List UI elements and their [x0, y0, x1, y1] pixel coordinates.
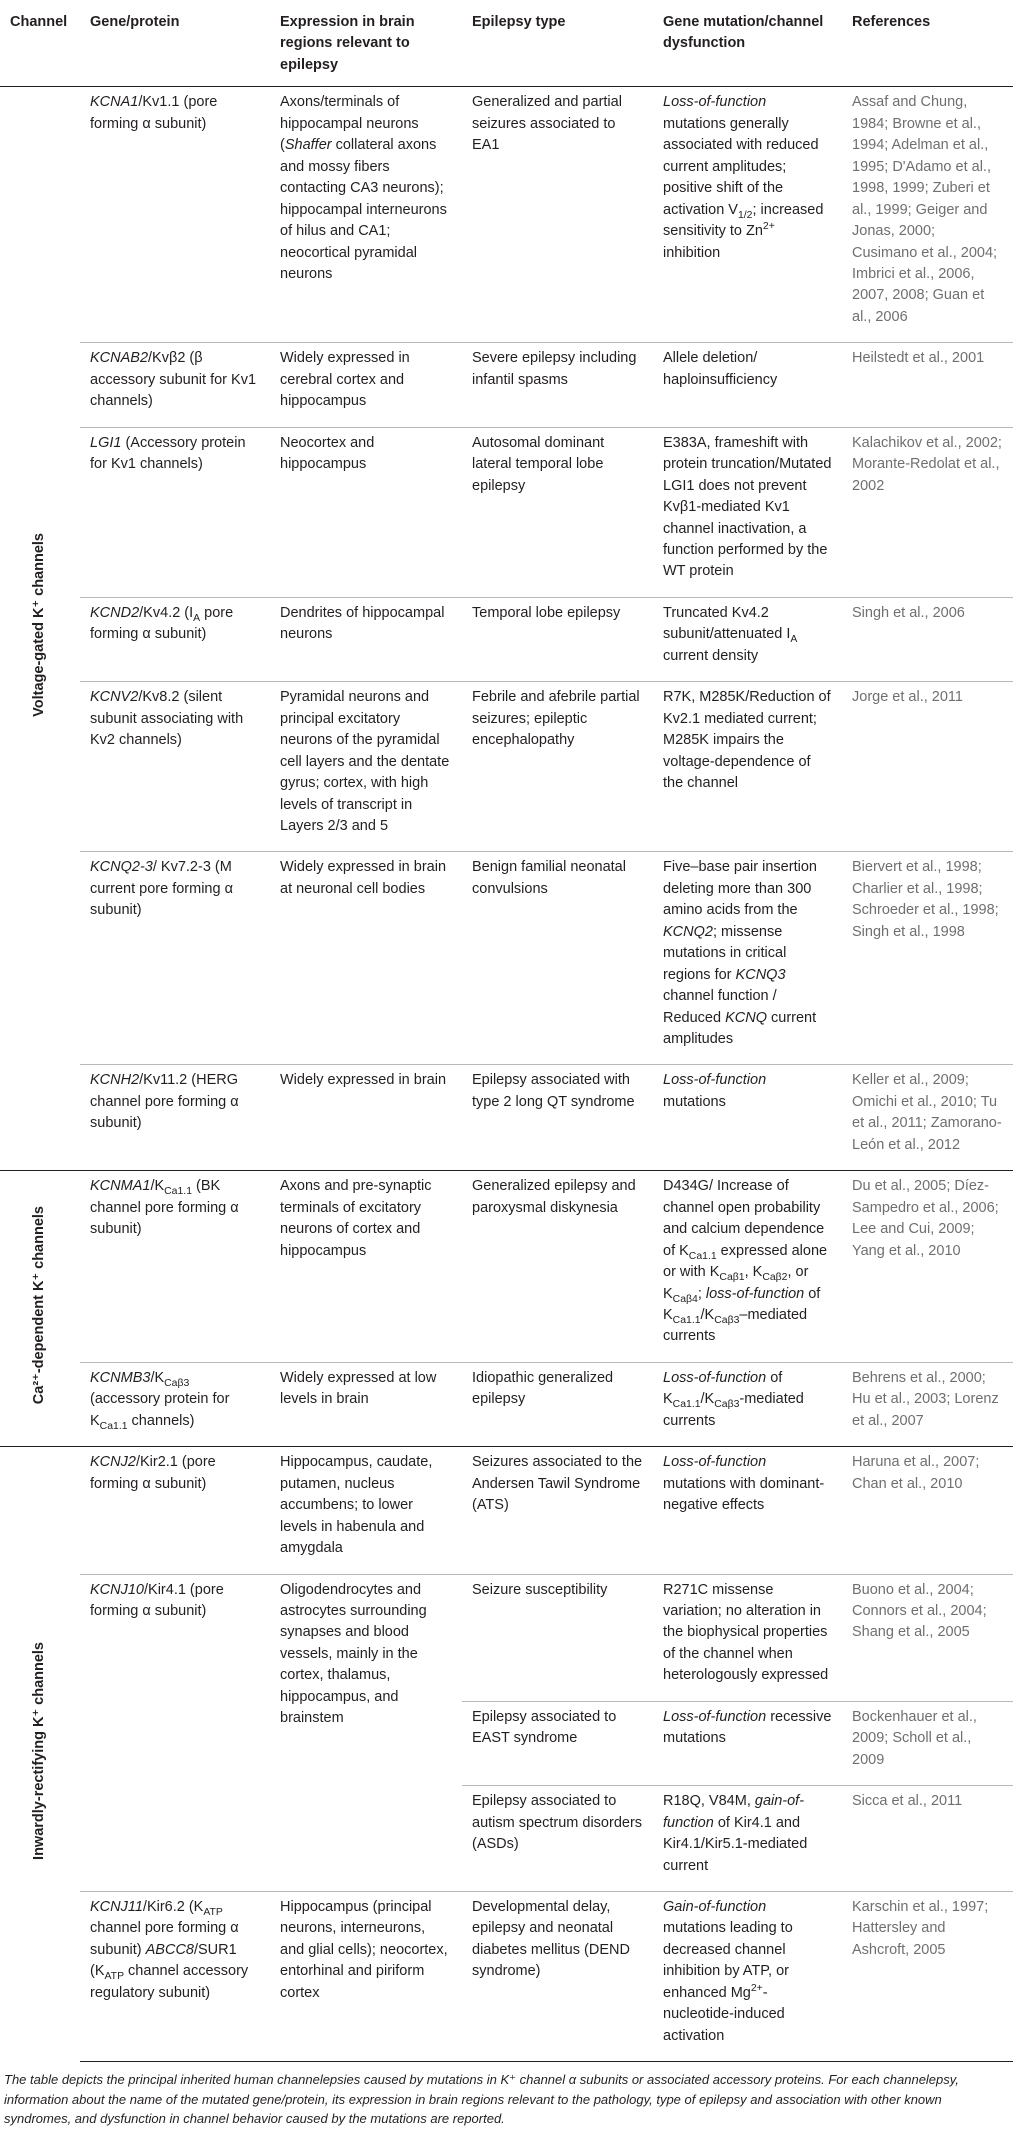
references-cell: Behrens et al., 2000; Hu et al., 2003; Lorenz et al., 2007: [842, 1362, 1013, 1446]
table-row: [0, 597, 1013, 681]
expression-cell: Widely expressed at low levels in brain: [270, 1362, 462, 1446]
epilepsy-cell: Febrile and afebrile partial seizures; epileptic encephalopathy: [462, 682, 653, 852]
gene-cell: KCNAB2/Kvβ2 (β accessory subunit for Kv1 channels): [80, 343, 270, 427]
epilepsy-cell: Temporal lobe epilepsy: [462, 597, 653, 681]
table-row: [0, 1574, 1013, 1701]
references-cell: Jorge et al., 2011: [842, 682, 1013, 852]
group-inward-text: Inwardly-rectifying K⁺ channels: [31, 1641, 48, 1860]
gene-cell: KCNJ2/Kir2.1 (pore forming α subunit): [80, 1447, 270, 1574]
mutation-cell: Loss-of-function recessive mutations: [653, 1701, 842, 1785]
header-expression: Expression in brain regions relevant to epilepsy: [270, 6, 462, 87]
table-footnote: The table depicts the principal inherited human channelepsies caused by mutations in K⁺ channel α subunits or associated accessory proteins. For each channelepsy, information about the name of the mutated gene/protein, its expression in brain regions relevant to the pathology, type of epilepsy and association with other known syndromes, and dysfunction in channel behavior caused by the mutations are reported.: [4, 2072, 959, 2127]
group-calcium-text: Ca²⁺-dependent K⁺ channels: [31, 1205, 48, 1405]
table-row: [0, 427, 1013, 597]
epilepsy-cell: Developmental delay, epilepsy and neonatal diabetes mellitus (DEND syndrome): [462, 1891, 653, 2061]
mutation-cell: Gain-of-function mutations leading to decreased channel inhibition by ATP, or enhanced $Mg^{2+}-nucleotide$-induced activation: [653, 1891, 842, 2061]
header-channel: Channel: [0, 6, 80, 87]
mutation-cell: Five–base pair insertion deleting more than 300 amino acids from the KCNQ2; missense mutations in critical regions for KCNQ3 channel function / Reduced KCNQ current amplitudes: [653, 852, 842, 1065]
expression-cell: Hippocampus, caudate, putamen, nucleus accumbens; to lower levels in habenula and amygdala: [270, 1447, 462, 1574]
channelepsy-table: [0, 6, 1013, 2062]
gene-cell: KCNJ11/Kir6.2 ($K_{ATP}$ channel pore forming α subunit) ABCC8/SUR1 ($K_{ATP}$ channel accessory regulatory subunit): [80, 1891, 270, 2061]
mutation-cell: D434G/ Increase of channel open probability and calcium dependence of $K_{Ca1.1}$ expressed alone or with $K_{Ca\beta 1}$, $K_{Ca\beta 2}$, or $K_{Ca\beta 4}$; loss-of-function of $K_{Ca1.1}/K_{Ca\beta 3}$–mediated currents: [653, 1171, 842, 1363]
references-cell: Sicca et al., 2011: [842, 1786, 1013, 1892]
table-row: [0, 1065, 1013, 1171]
gene-cell: KCNA1/Kv1.1 (pore forming α subunit): [80, 87, 270, 343]
mutation-cell: R7K, M285K/Reduction of Kv2.1 mediated current; M285K impairs the voltage-dependence of the channel: [653, 682, 842, 852]
references-cell: Buono et al., 2004; Connors et al., 2004; Shang et al., 2005: [842, 1574, 1013, 1701]
expression-cell: Widely expressed in cerebral cortex and hippocampus: [270, 343, 462, 427]
epilepsy-cell: Benign familial neonatal convulsions: [462, 852, 653, 1065]
table-row: [0, 1171, 1013, 1363]
references-cell: Du et al., 2005; Díez-Sampedro et al., 2006; Lee and Cui, 2009; Yang et al., 2010: [842, 1171, 1013, 1363]
epilepsy-cell: Seizure susceptibility: [462, 1574, 653, 1701]
mutation-cell: Truncated Kv4.2 subunit/attenuated $I_A$ current density: [653, 597, 842, 681]
expression-cell: Dendrites of hippocampal neurons: [270, 597, 462, 681]
expression-cell: Axons and pre-synaptic terminals of excitatory neurons of cortex and hippocampus: [270, 1171, 462, 1363]
gene-cell: KCNQ2-3/ Kv7.2-3 (M current pore forming α subunit): [80, 852, 270, 1065]
table-row: [0, 1447, 1013, 1574]
gene-cell: LGI1 (Accessory protein for Kv1 channels): [80, 427, 270, 597]
mutation-cell: E383A, frameshift with protein truncation/Mutated LGI1 does not prevent Kvβ1-mediated Kv1 channel inactivation, a function performed by the WT protein: [653, 427, 842, 597]
gene-cell: KCNJ10/Kir4.1 (pore forming α subunit): [80, 1574, 270, 1891]
gene-cell: $KCNMB3/K_{Ca\beta 3}$ (accessory protein for $K_{Ca1.1}$ channels): [80, 1362, 270, 1446]
expression-cell: Widely expressed in brain at neuronal cell bodies: [270, 852, 462, 1065]
group-label-inward: [0, 1447, 80, 2062]
header-mutation: Gene mutation/channel dysfunction: [653, 6, 842, 87]
group-voltage-text: Voltage-gated K⁺ channels: [31, 533, 48, 718]
epilepsy-cell: Severe epilepsy including infantil spasms: [462, 343, 653, 427]
epilepsy-cell: Epilepsy associated to EAST syndrome: [462, 1701, 653, 1785]
expression-cell: Neocortex and hippocampus: [270, 427, 462, 597]
references-cell: Biervert et al., 1998; Charlier et al., 1998; Schroeder et al., 1998; Singh et al., 1998: [842, 852, 1013, 1065]
mutation-cell: Loss-of-function of $K_{Ca1.1}/K_{Ca\beta 3}$-mediated currents: [653, 1362, 842, 1446]
mutation-cell: Allele deletion/ haploinsufficiency: [653, 343, 842, 427]
epilepsy-cell: Generalized and partial seizures associated to EA1: [462, 87, 653, 343]
references-cell: Kalachikov et al., 2002; Morante-Redolat et al., 2002: [842, 427, 1013, 597]
table-row: [0, 1891, 1013, 2061]
references-cell: Haruna et al., 2007; Chan et al., 2010: [842, 1447, 1013, 1574]
gene-cell: KCND2/Kv4.2 ($I_A$ pore forming α subunit): [80, 597, 270, 681]
epilepsy-cell: Autosomal dominant lateral temporal lobe epilepsy: [462, 427, 653, 597]
header-references: References: [842, 6, 1013, 87]
expression-cell: Axons/terminals of hippocampal neurons (Shaffer collateral axons and mossy fibers contacting CA3 neurons); hippocampal interneurons of hilus and CA1; neocortical pyramidal neurons: [270, 87, 462, 343]
epilepsy-cell: Epilepsy associated with type 2 long QT syndrome: [462, 1065, 653, 1171]
table-row: [0, 87, 1013, 343]
references-cell: Keller et al., 2009; Omichi et al., 2010; Tu et al., 2011; Zamorano-León et al., 2012: [842, 1065, 1013, 1171]
mutation-cell: Loss-of-function mutations: [653, 1065, 842, 1171]
epilepsy-cell: Idiopathic generalized epilepsy: [462, 1362, 653, 1446]
header-epilepsy: Epilepsy type: [462, 6, 653, 87]
references-cell: Assaf and Chung, 1984; Browne et al., 1994; Adelman et al., 1995; D'Adamo et al., 1998, 1999; Zuberi et al., 1999; Geiger and Jonas, 2000; Cusimano et al., 2004; Imbrici et al., 2006, 2007, 2008; Guan et al., 2006: [842, 87, 1013, 343]
expression-cell: Hippocampus (principal neurons, interneurons, and glial cells); neocortex, entorhinal and piriform cortex: [270, 1891, 462, 2061]
table-header-row: [0, 6, 1013, 87]
mutation-cell: Loss-of-function mutations with dominant-negative effects: [653, 1447, 842, 1574]
table-row: [0, 682, 1013, 852]
group-label-calcium: [0, 1171, 80, 1447]
expression-cell: Oligodendrocytes and astrocytes surrounding synapses and blood vessels, mainly in the cortex, thalamus, hippocampus, and brainstem: [270, 1574, 462, 1891]
table-row: [0, 852, 1013, 1065]
group-label-voltage: [0, 87, 80, 1171]
gene-cell: $KCNMA1/K_{Ca1.1}$ (BK channel pore forming α subunit): [80, 1171, 270, 1363]
references-cell: Bockenhauer et al., 2009; Scholl et al., 2009: [842, 1701, 1013, 1785]
mutation-cell: Loss-of-function mutations generally associated with reduced current amplitudes; positive shift of the activation $V_{1/2}$; increased sensitivity to $Zn^{2+}$ inhibition: [653, 87, 842, 343]
references-cell: Singh et al., 2006: [842, 597, 1013, 681]
table-row: [0, 343, 1013, 427]
expression-cell: Pyramidal neurons and principal excitatory neurons of the pyramidal cell layers and the dentate gyrus; cortex, with high levels of transcript in Layers 2/3 and 5: [270, 682, 462, 852]
expression-cell: Widely expressed in brain: [270, 1065, 462, 1171]
mutation-cell: R18Q, V84M, gain-of-function of Kir4.1 and Kir4.1/Kir5.1-mediated current: [653, 1786, 842, 1892]
references-cell: Heilstedt et al., 2001: [842, 343, 1013, 427]
epilepsy-cell: Generalized epilepsy and paroxysmal diskynesia: [462, 1171, 653, 1363]
header-gene: Gene/protein: [80, 6, 270, 87]
gene-cell: KCNV2/Kv8.2 (silent subunit associating with Kv2 channels): [80, 682, 270, 852]
gene-cell: KCNH2/Kv11.2 (HERG channel pore forming α subunit): [80, 1065, 270, 1171]
epilepsy-cell: Seizures associated to the Andersen Tawil Syndrome (ATS): [462, 1447, 653, 1574]
table-row: [0, 1362, 1013, 1446]
mutation-cell: R271C missense variation; no alteration in the biophysical properties of the channel when heterologously expressed: [653, 1574, 842, 1701]
epilepsy-cell: Epilepsy associated to autism spectrum disorders (ASDs): [462, 1786, 653, 1892]
references-cell: Karschin et al., 1997; Hattersley and Ashcroft, 2005: [842, 1891, 1013, 2061]
